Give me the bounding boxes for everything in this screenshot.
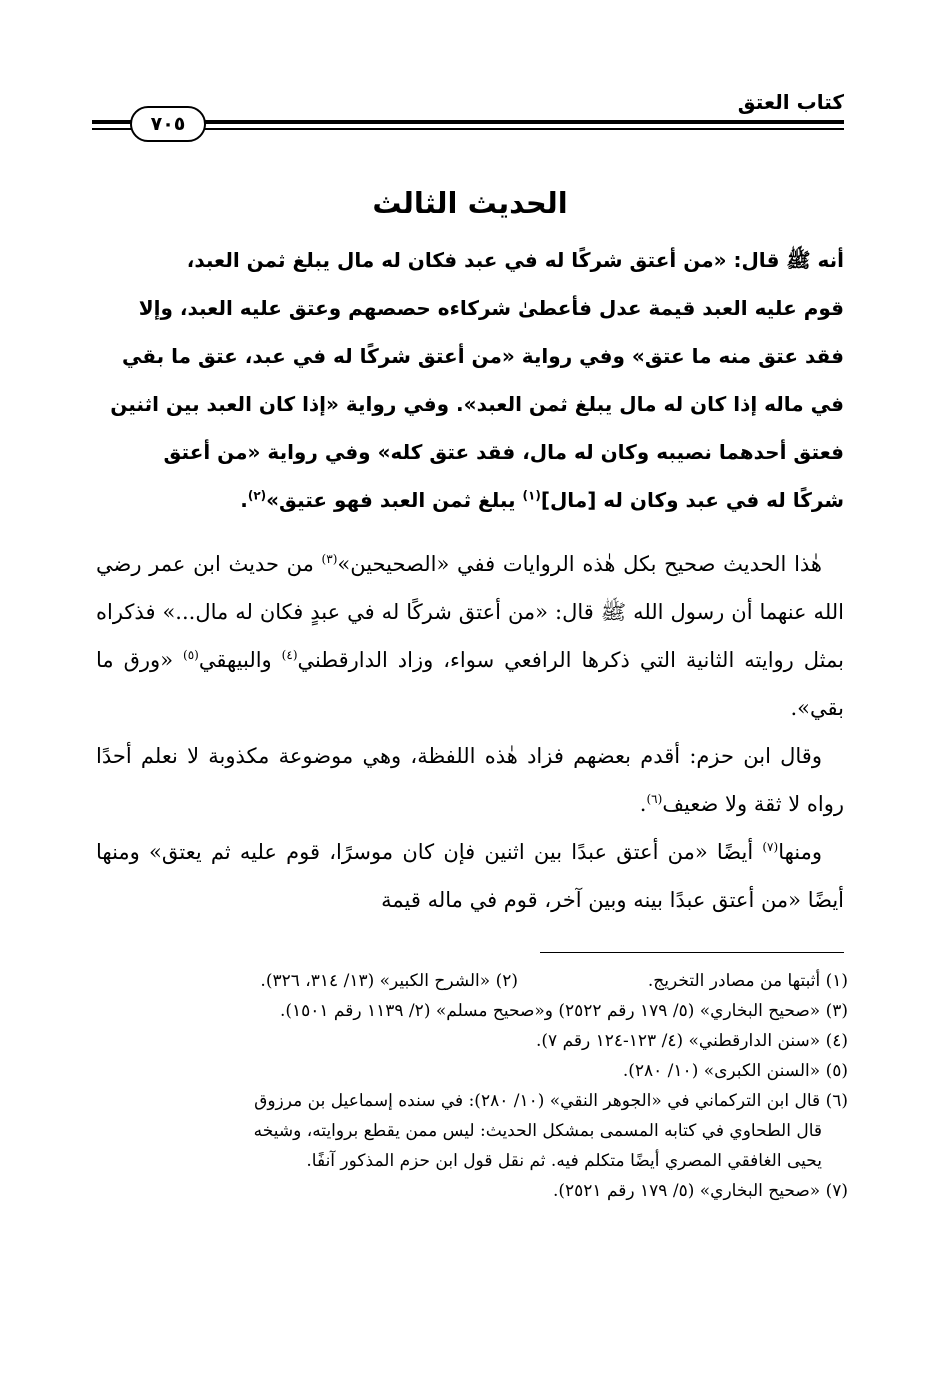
paragraph-text: وقال ابن حزم: أقدم بعضهم فزاد هٰذه اللفظة، وهي موضوعة مكذوبة لا نعلم أحدًا رواه لا ثقة ولا ضعيف — [96, 744, 844, 816]
footnote-4: (٤) «سنن الدارقطني» (٤/ ١٢٣-١٢٤ رقم ٧). — [535, 1031, 848, 1051]
footnote-2: (٢) «الشرح الكبير» (١٣/ ٣١٤، ٣٢٦). — [260, 971, 518, 991]
footnote-row — [96, 966, 848, 996]
paragraph-text: هٰذا الحديث صحيح بكل هٰذه الروايات ففي «الصحيحين» — [337, 552, 823, 576]
hadith-line: فعتق أحدهما نصيبه وكان له مال، فقد عتق كله» وفي رواية «من أعتق — [163, 440, 844, 464]
footnote-6-continued: يحيى الغافقي المصري أيضًا متكلم فيه. ثم نقل قول ابن حزم المذكور آنفًا. — [306, 1151, 822, 1171]
footnote-ref: (٢) — [247, 488, 267, 503]
hadith-text-part: شركًا له في عبد وكان له [مال] — [540, 488, 844, 512]
hadith-text — [96, 236, 844, 524]
book-title: كتاب العتق — [737, 90, 844, 114]
footnote-ref: (٦) — [646, 792, 663, 806]
paragraph-text: والبيهقي — [198, 648, 282, 672]
paragraph-text: «ورق ما بقي». — [96, 648, 844, 720]
hadith-line: فقد عتق منه ما عتق» وفي رواية «من أعتق شركًا له في عبد، عتق ما بقي — [122, 344, 844, 368]
paragraph-text: ومنها — [778, 840, 822, 864]
commentary — [96, 540, 844, 924]
hadith-line — [96, 476, 844, 524]
hadith-line: قوم عليه العبد قيمة عدل فأعطىٰ شركاءه حصصهم وعتق عليه العبد، وإلا — [138, 296, 844, 320]
hadith-line: أنه ﷺ قال: «من أعتق شركًا له في عبد فكان له مال يبلغ ثمن العبد، — [186, 248, 844, 272]
hadith-line: في ماله إذا كان له مال يبلغ ثمن العبد». وفي رواية «إذا كان العبد بين اثنين — [110, 392, 844, 416]
footnote-ref: (٣) — [321, 552, 338, 566]
footnote-separator — [540, 952, 844, 953]
footnote-3: (٣) «صحيح البخاري» (٥/ ١٧٩ رقم ٢٥٢٢) و«صحيح مسلم» (٢/ ١١٣٩ رقم ١٥٠١). — [279, 1001, 848, 1021]
hadith-text-part: . — [240, 488, 248, 512]
footnote-7: (٧) «صحيح البخاري» (٥/ ١٧٩ رقم ٢٥٢١). — [552, 1181, 848, 1201]
hadith-text-part: يبلغ ثمن العبد فهو عتيق» — [266, 488, 523, 512]
footnote-5: (٥) «السنن الكبرى» (١٠/ ٢٨٠). — [622, 1061, 848, 1081]
footnote-1: (١) أثبتها من مصادر التخريج. — [647, 971, 848, 991]
section-title: الحديث الثالث — [372, 186, 568, 220]
footnote-ref: (٥) — [183, 648, 199, 662]
page-header — [92, 88, 844, 148]
footnote-6-continued: قال الطحاوي في كتابه المسمى بمشكل الحديث: ليس ممن يقطع بروايته، وشيخه — [253, 1121, 822, 1141]
page-number: ٧٠٥ — [130, 106, 206, 142]
paragraph-text: . — [639, 792, 647, 816]
paragraph-text: أيضًا «من أعتق عبدًا بين اثنين فإن كان موسرًا، قوم عليه ثم يعتق» ومنها أيضًا «من أعتق عبدًا بينه وبين آخر، قوم في ماله قيمة — [96, 840, 844, 912]
footnotes — [96, 966, 848, 1206]
footnote-ref: (٤) — [281, 648, 298, 662]
footnote-ref: (١) — [522, 488, 541, 503]
paragraph — [96, 732, 844, 828]
footnote-ref: (٧) — [762, 840, 779, 854]
paragraph — [96, 540, 844, 732]
footnote-6: (٦) قال ابن التركماني في «الجوهر النقي» (١٠/ ٢٨٠): في سنده إسماعيل بن مرزوق — [254, 1091, 848, 1111]
paragraph — [96, 828, 844, 924]
paragraph-text: من حديث ابن عمر رضي الله عنهما أن رسول الله ﷺ قال: «من أعتق شركًا له في عبدٍ فكان له مال...» فذكراه بمثل روايته الثانية التي ذكرها الرافعي سواء، وزاد الدارقطني — [96, 552, 845, 672]
